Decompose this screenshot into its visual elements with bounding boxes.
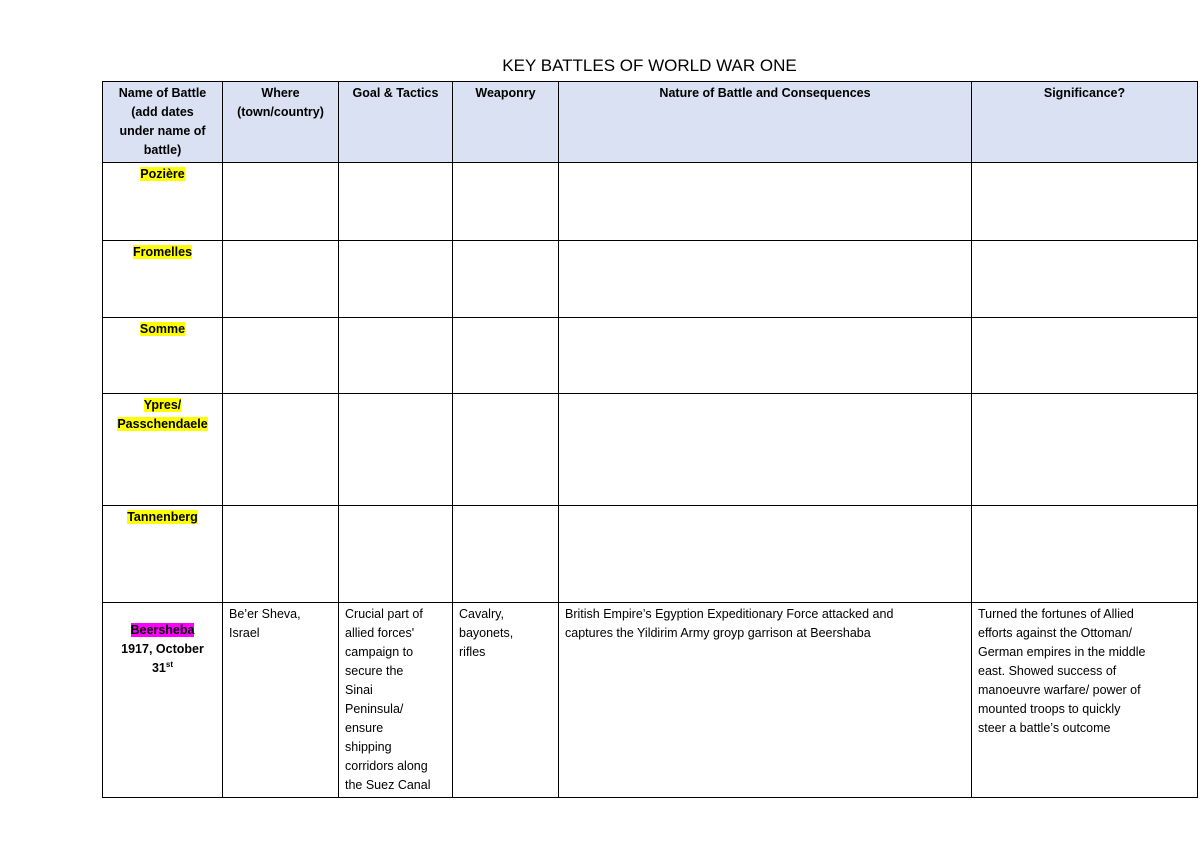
nature-cell bbox=[559, 394, 972, 506]
where-line: Be’er Sheva, bbox=[229, 607, 301, 621]
nature-cell bbox=[559, 506, 972, 603]
goal-line: shipping bbox=[345, 740, 392, 754]
page-title: KEY BATTLES OF WORLD WAR ONE bbox=[502, 56, 797, 75]
significance-cell bbox=[972, 241, 1198, 318]
battle-name-cell bbox=[103, 603, 223, 798]
weaponry-cell bbox=[453, 241, 559, 318]
table-row bbox=[103, 163, 1198, 241]
weaponry-line: Cavalry, bbox=[459, 607, 504, 621]
header-nature: Nature of Battle and Consequences bbox=[559, 82, 972, 163]
header-weaponry: Weaponry bbox=[453, 82, 559, 163]
goal-line: secure the bbox=[345, 664, 404, 678]
nature-cell bbox=[559, 241, 972, 318]
weaponry-line: bayonets, bbox=[459, 626, 514, 640]
significance-cell bbox=[972, 603, 1198, 798]
header-significance: Significance? bbox=[972, 82, 1198, 163]
goal-line: campaign to bbox=[345, 645, 414, 659]
header-where bbox=[223, 82, 339, 163]
significance-cell bbox=[972, 318, 1198, 394]
goal-cell bbox=[339, 394, 453, 506]
goal-cell bbox=[339, 603, 453, 798]
significance-cell bbox=[972, 163, 1198, 241]
where-cell bbox=[223, 506, 339, 603]
battle-date: 1917, October bbox=[121, 642, 204, 656]
where-cell bbox=[223, 394, 339, 506]
battle-name: Beersheba bbox=[130, 623, 195, 637]
goal-line: Crucial part of bbox=[345, 607, 423, 621]
weaponry-cell bbox=[453, 506, 559, 603]
battle-date-day: 31 bbox=[151, 661, 166, 675]
table-row bbox=[103, 318, 1198, 394]
goal-line: allied forces' bbox=[345, 626, 415, 640]
goal-cell bbox=[339, 241, 453, 318]
table-row bbox=[103, 506, 1198, 603]
weaponry-cell bbox=[453, 163, 559, 241]
significance-line: efforts against the Ottoman/ bbox=[978, 626, 1133, 640]
significance-line: mounted troops to quickly bbox=[978, 702, 1121, 716]
header-goal-tactics: Goal & Tactics bbox=[339, 82, 453, 163]
battle-name-cell bbox=[103, 163, 223, 241]
table-row bbox=[103, 603, 1198, 798]
where-line: Israel bbox=[229, 626, 260, 640]
header-where-line: Where bbox=[261, 86, 300, 100]
nature-cell bbox=[559, 603, 972, 798]
battle-name: Somme bbox=[139, 322, 186, 336]
goal-cell bbox=[339, 318, 453, 394]
battle-name: Tannenberg bbox=[127, 510, 198, 524]
nature-line: captures the Yildirim Army groyp garrison at Beershaba bbox=[565, 626, 871, 640]
battles-table bbox=[102, 81, 1198, 798]
battle-name: Fromelles bbox=[132, 245, 193, 259]
nature-line: British Empire’s Egyption Expeditionary Force attacked and bbox=[565, 607, 894, 621]
where-cell bbox=[223, 318, 339, 394]
battle-name: Pozière bbox=[140, 167, 185, 181]
goal-line: ensure bbox=[345, 721, 384, 735]
where-cell bbox=[223, 163, 339, 241]
goal-line: the Suez Canal bbox=[345, 778, 431, 792]
battle-name-cell bbox=[103, 506, 223, 603]
goal-line: Sinai bbox=[345, 683, 373, 697]
battle-name-cell bbox=[103, 394, 223, 506]
weaponry-cell bbox=[453, 394, 559, 506]
header-name-line: (add dates bbox=[131, 105, 194, 119]
header-name-line: under name of bbox=[119, 124, 206, 138]
significance-line: manoeuvre warfare/ power of bbox=[978, 683, 1141, 697]
where-cell bbox=[223, 603, 339, 798]
weaponry-cell bbox=[453, 603, 559, 798]
significance-line: Turned the fortunes of Allied bbox=[978, 607, 1134, 621]
nature-cell bbox=[559, 318, 972, 394]
weaponry-line: rifles bbox=[459, 645, 486, 659]
significance-cell bbox=[972, 506, 1198, 603]
battle-name-cell bbox=[103, 241, 223, 318]
battle-name-cell bbox=[103, 318, 223, 394]
significance-line: east. Showed success of bbox=[978, 664, 1117, 678]
table-row bbox=[103, 241, 1198, 318]
goal-line: corridors along bbox=[345, 759, 428, 773]
significance-line: steer a battle’s outcome bbox=[978, 721, 1111, 735]
table-row bbox=[103, 394, 1198, 506]
date-suffix: st bbox=[165, 659, 174, 669]
goal-cell bbox=[339, 506, 453, 603]
significance-line: German empires in the middle bbox=[978, 645, 1146, 659]
nature-cell bbox=[559, 163, 972, 241]
battle-name-line: Passchendaele bbox=[117, 417, 208, 431]
header-name-line: battle) bbox=[143, 143, 182, 157]
header-name-of-battle bbox=[103, 82, 223, 163]
significance-cell bbox=[972, 394, 1198, 506]
goal-cell bbox=[339, 163, 453, 241]
header-where-line: (town/country) bbox=[237, 105, 324, 119]
battle-name-line: Ypres/ bbox=[143, 398, 182, 412]
header-row bbox=[103, 82, 1198, 163]
goal-line: Peninsula/ bbox=[345, 702, 404, 716]
header-name-line: Name of Battle bbox=[118, 86, 207, 100]
weaponry-cell bbox=[453, 318, 559, 394]
where-cell bbox=[223, 241, 339, 318]
